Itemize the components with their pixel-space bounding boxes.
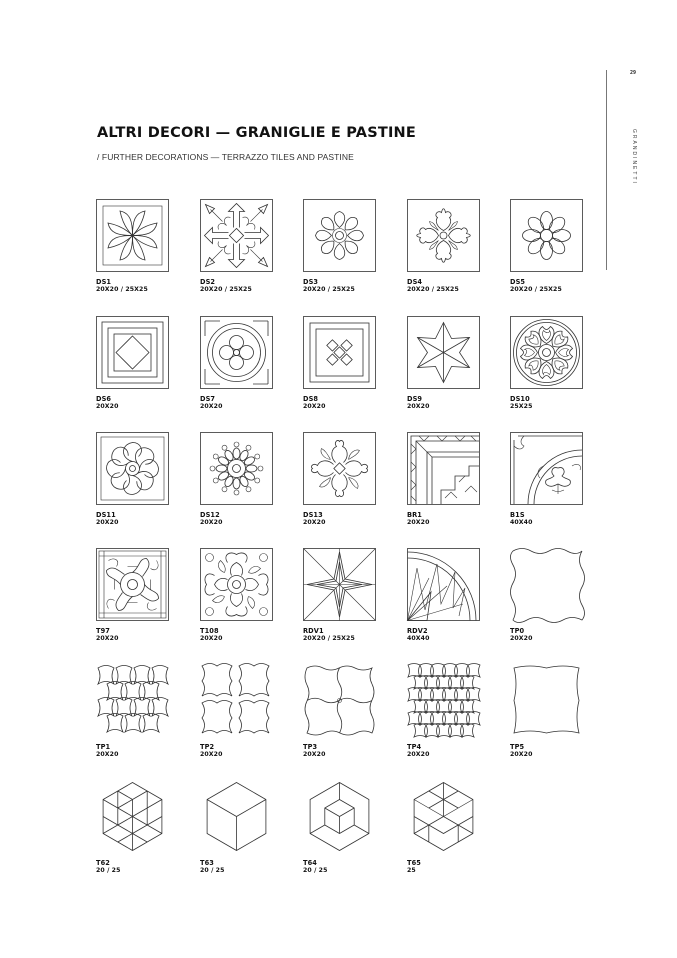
tile-code: TP1 [96, 743, 111, 751]
ds10-pattern-icon [510, 316, 583, 389]
tile-size: 20X20 / 25X25 [407, 286, 459, 293]
tile-tp0 [510, 548, 583, 643]
tile-size: 20X20 [510, 635, 533, 642]
ds9-pattern-icon [407, 316, 480, 389]
tile-size: 20X20 [96, 519, 119, 526]
tile-ds1 [96, 199, 169, 294]
tp2-pattern-icon [200, 664, 273, 737]
tile-code: DS10 [510, 395, 530, 403]
side-rule [606, 70, 607, 270]
t63-pattern-icon [200, 780, 273, 853]
tile-ds11 [96, 432, 169, 527]
tile-code: DS8 [303, 395, 319, 403]
tile-tp3 [303, 664, 376, 759]
tile-code: DS12 [200, 511, 220, 519]
tile-t97 [96, 548, 169, 643]
tile-ds4 [407, 199, 480, 294]
tp1-pattern-icon [96, 664, 169, 737]
tile-code: DS1 [96, 278, 112, 286]
tile-size: 20X20 [407, 751, 430, 758]
ds4-pattern-icon [407, 199, 480, 272]
tile-ds3 [303, 199, 376, 294]
tile-t64 [303, 780, 376, 875]
tile-rdv2 [407, 548, 480, 643]
tile-code: TP0 [510, 627, 525, 635]
tile-code: TP5 [510, 743, 525, 751]
tile-b1s [510, 432, 583, 527]
tile-code: DS7 [200, 395, 216, 403]
tp4-pattern-icon [407, 664, 480, 737]
ds11-pattern-icon [96, 432, 169, 505]
tp3-pattern-icon [303, 664, 376, 737]
b1s-pattern-icon [510, 432, 583, 505]
ds1-pattern-icon [96, 199, 169, 272]
tile-size: 20 / 25 [96, 867, 121, 874]
tp0-pattern-icon [510, 548, 583, 621]
tile-ds6 [96, 316, 169, 411]
tile-size: 20X20 [303, 519, 326, 526]
tile-t63 [200, 780, 273, 875]
side-label: GRANDINETTI [631, 129, 637, 185]
tile-code: RDV2 [407, 627, 428, 635]
tile-size: 20X20 / 25X25 [200, 286, 252, 293]
ds13-pattern-icon [303, 432, 376, 505]
tile-size: 20X20 [96, 635, 119, 642]
ds7-pattern-icon [200, 316, 273, 389]
tile-ds7 [200, 316, 273, 411]
tile-ds8 [303, 316, 376, 411]
tile-size: 20X20 [200, 635, 223, 642]
tile-code: T62 [96, 859, 110, 867]
tile-code: DS9 [407, 395, 423, 403]
tile-size: 20X20 [303, 751, 326, 758]
tile-rdv1 [303, 548, 376, 643]
ds2-pattern-icon [200, 199, 273, 272]
tile-size: 25X25 [510, 403, 533, 410]
tile-size: 20X20 / 25X25 [510, 286, 562, 293]
page-title: ALTRI DECORI — GRANIGLIE E PASTINE [97, 125, 416, 141]
tile-size: 20X20 / 25X25 [303, 286, 355, 293]
tile-ds13 [303, 432, 376, 527]
tile-size: 20 / 25 [200, 867, 225, 874]
rdv1-pattern-icon [303, 548, 376, 621]
tile-size: 20X20 [200, 519, 223, 526]
tile-code: TP2 [200, 743, 215, 751]
tile-code: DS2 [200, 278, 216, 286]
rdv2-pattern-icon [407, 548, 480, 621]
tile-code: T65 [407, 859, 421, 867]
ds8-pattern-icon [303, 316, 376, 389]
ds5-pattern-icon [510, 199, 583, 272]
tile-t108 [200, 548, 273, 643]
tile-br1 [407, 432, 480, 527]
page-subtitle: / FURTHER DECORATIONS — TERRAZZO TILES AND PASTINE [97, 152, 354, 162]
tile-size: 40X40 [407, 635, 430, 642]
tile-code: T63 [200, 859, 214, 867]
tile-code: TP3 [303, 743, 318, 751]
tile-size: 20 / 25 [303, 867, 328, 874]
tile-ds2 [200, 199, 273, 294]
tile-code: T64 [303, 859, 317, 867]
tile-size: 20X20 [96, 751, 119, 758]
t64-pattern-icon [303, 780, 376, 853]
tp5-pattern-icon [510, 664, 583, 737]
tile-ds9 [407, 316, 480, 411]
tile-code: DS6 [96, 395, 112, 403]
t65-pattern-icon [407, 780, 480, 853]
tile-t62 [96, 780, 169, 875]
tile-code: DS5 [510, 278, 526, 286]
tile-size: 25 [407, 867, 416, 874]
tile-code: DS3 [303, 278, 319, 286]
tile-size: 20X20 [407, 403, 430, 410]
tile-code: BR1 [407, 511, 422, 519]
tile-code: B1S [510, 511, 525, 519]
tile-ds5 [510, 199, 583, 294]
tile-size: 20X20 [303, 403, 326, 410]
t62-pattern-icon [96, 780, 169, 853]
tile-ds12 [200, 432, 273, 527]
tile-t65 [407, 780, 480, 875]
tile-size: 20X20 / 25X25 [96, 286, 148, 293]
tile-code: TP4 [407, 743, 422, 751]
t97-pattern-icon [96, 548, 169, 621]
tile-code: RDV1 [303, 627, 324, 635]
tile-tp4 [407, 664, 480, 759]
tile-size: 20X20 [200, 403, 223, 410]
ds6-pattern-icon [96, 316, 169, 389]
tile-tp1 [96, 664, 169, 759]
ds12-pattern-icon [200, 432, 273, 505]
tile-code: T97 [96, 627, 110, 635]
tile-size: 40X40 [510, 519, 533, 526]
tile-size: 20X20 [407, 519, 430, 526]
br1-pattern-icon [407, 432, 480, 505]
tile-size: 20X20 [200, 751, 223, 758]
tile-size: 20X20 [96, 403, 119, 410]
ds3-pattern-icon [303, 199, 376, 272]
page-number: 29 [630, 70, 637, 76]
tile-code: DS11 [96, 511, 116, 519]
tile-size: 20X20 [510, 751, 533, 758]
tile-size: 20X20 / 25X25 [303, 635, 355, 642]
t108-pattern-icon [200, 548, 273, 621]
tile-code: T108 [200, 627, 219, 635]
tile-tp2 [200, 664, 273, 759]
tile-tp5 [510, 664, 583, 759]
tile-code: DS13 [303, 511, 323, 519]
tile-code: DS4 [407, 278, 423, 286]
tile-ds10 [510, 316, 583, 411]
